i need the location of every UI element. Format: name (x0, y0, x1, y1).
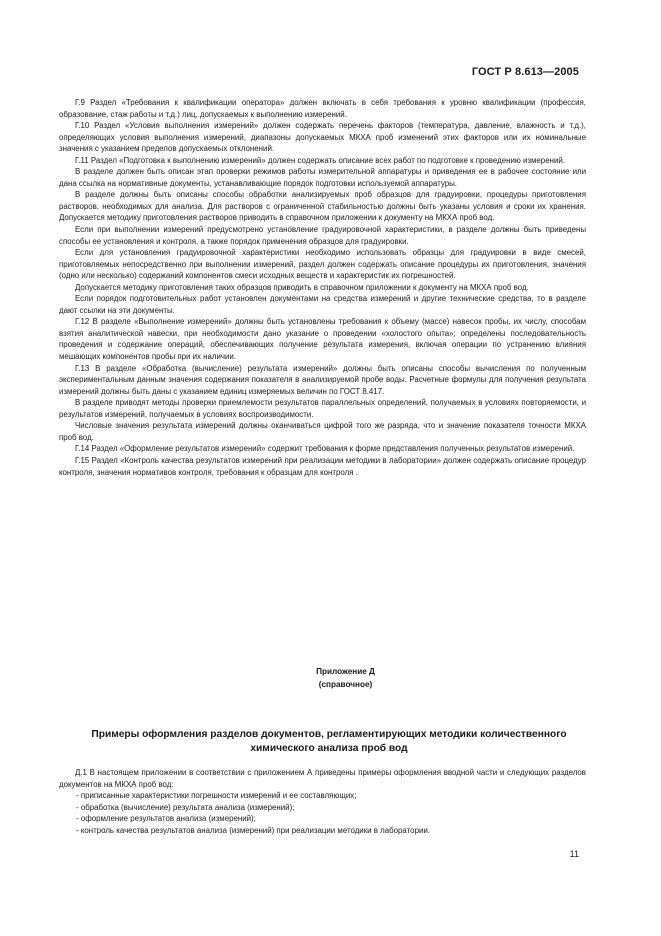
paragraph: Если порядок подготовительных работ установлен документами на средства измерений и другие технические средства, то в разделе дают ссылки на эти документы. (59, 294, 586, 315)
annex-heading (0, 665, 661, 691)
paragraph: Числовые значения результата измерений должны оканчиваться цифрой того же разряда, что и значение показателя точности МКХА проб вод. (59, 421, 586, 442)
list-item: - приписанные характеристики погрешности измерений и ее составляющих; (76, 791, 357, 801)
annex-title (59, 728, 599, 755)
annex-intro-paragraph: Д.1 В настоящем приложении в соответствии с приложением А приведены примеры оформления вводной части и следующих разделов документов на МКХА проб вод: (59, 768, 586, 789)
document-code-header: ГОСТ Р 8.613—2005 (471, 66, 579, 78)
paragraph: Если при выполнении измерений предусмотрено установление градуировочной характеристики, в разделе должны быть приведены способы ее установления и контроля, а также порядок применения образцов для градуировки. (59, 225, 586, 246)
section-g-body (59, 97, 586, 478)
paragraph: В разделе должны быть описаны способы обработки анализируемых проб образцов для градуировки, процедуры приготовления растворов, необходимых для анализа. Для растворов с ограниченной стабильностью должны быть указаны условия и сроки их хранения. Допускается методику приготовления растворов приводить в справочном приложении к документу на МКХА проб вод. (59, 190, 586, 223)
annex-status: (справочное) (318, 680, 373, 689)
paragraph-g10: Г.10 Раздел «Условия выполнения измерений» должен содержать перечень факторов (температура, давление, влажность и т.д.), определяющих условия выполнения измерений, диапазоны допускаемых МКХА проб изменений этих факторов или их номинальные значения с указанием пределов допускаемых отклонений. (59, 121, 586, 154)
paragraph: В разделе приводят методы проверки приемлемости результатов параллельных определений, получаемых в условиях повторяемости, и результатов измерений, получаемых в условиях воспроизводимости. (59, 398, 586, 419)
page-number: 11 (569, 849, 579, 859)
paragraph-g13: Г.13 В разделе «Обработка (вычисление) результата измерений» должны быть описаны способы вычисления по полученным экспериментальным данным значения содержания показателя в анализируемой пробе воды. Расчетные формулы для получения результата измерений должны быть даны с указанием единиц измеряемых величин по ГОСТ 8.417. (59, 363, 586, 396)
paragraph-g9: Г.9 Раздел «Требования к квалификации оператора» должен включать в себя требования к уровню квалификации (профессия, образование, стаж работы и т.д.) лиц, допускаемых к выполнению измерений. (59, 98, 586, 119)
list-item: - контроль качества результатов анализа (измерений) при реализации методики в лаборатории. (76, 825, 430, 835)
paragraph-g14: Г.14 Раздел «Оформление результатов измерений» содержит требования к форме представления полученных результатов измерений. (75, 444, 575, 454)
paragraph: Допускается методику приготовления таких образцов приводить в справочном приложении к документу на МКХА проб вод. (75, 282, 529, 292)
paragraph: В разделе должен быть описан этап проверки режимов работы измерительной аппаратуры и приведения ее в рабочее состояние или дана ссылка на нормативные документы, устанавливающие порядок подготовки используемой аппаратуры. (59, 167, 586, 188)
annex-list (59, 790, 586, 836)
paragraph-g11: Г.11 Раздел «Подготовка к выполнению измерений» должен содержать описание всех работ по подготовке к проведению измерений. (75, 155, 565, 165)
paragraph: Если для установления градуировочной характеристики необходимо использовать образцы для градуировки в виде смесей, приготовляемых непосредственно при выполнении измерений, раздел должен содержать описание процедуры их приготовления, значения (одно или несколько) содержаний компонентов смеси исходных веществ и характеристик их погрешностей. (59, 248, 586, 281)
paragraph-g12: Г.12 В разделе «Выполнение измерений» должны быть установлены требования к объему (массе) навесок пробы, их числу, способам взятия аналитической навески, при необходимости дано указание о проведении «холостого опыта»; определены последовательность проведения и содержание операций, обеспечивающих получение результата измерения, включая операции по устранению влияния мешающих компонентов пробы при их наличии. (59, 317, 586, 362)
list-item: - оформление результатов анализа (измерений); (76, 814, 256, 824)
annex-title-line: Примеры оформления разделов документов, регламентирующих методики количественного (91, 729, 567, 740)
annex-body (59, 767, 586, 836)
annex-label: Приложение Д (316, 667, 375, 676)
paragraph-g15: Г.15 Раздел «Контроль качества результатов измерений при реализации методики в лаборатории» должен содержать описание процедур контроля, значения нормативов контроля, требования к образцам для контроля . (59, 455, 586, 477)
list-item: - обработка (вычисление) результата анализа (измерений); (76, 802, 295, 812)
annex-title-line: химического анализа проб вод (250, 742, 408, 754)
